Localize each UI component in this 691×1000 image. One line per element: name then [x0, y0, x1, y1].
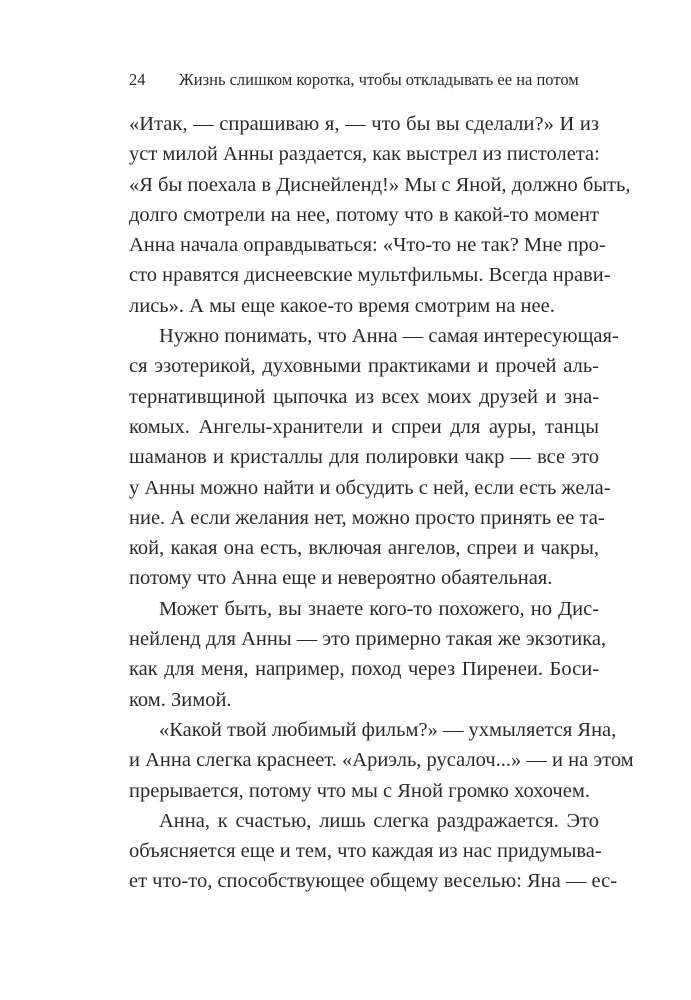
text-line: прерывается, потому что мы с Яной громко хохочем.: [129, 779, 590, 802]
paragraph-5: [129, 806, 618, 897]
text-line: у Анны можно найти и обсудить с ней, если есть жела-: [129, 476, 611, 499]
running-head: [129, 70, 599, 90]
text-line: уст милой Анны раздается, как выстрел из пистолета:: [129, 143, 600, 166]
text-line: комых. Ангелы-хранители и спреи для ауры, танцы: [129, 415, 599, 438]
text-line: потому что Анна еще и невероятно обаятельная.: [129, 567, 553, 590]
text-line: «Какой твой любимый фильм?» — ухмыляется Яна,: [159, 718, 617, 741]
text-line: шаманов и кристаллы для полировки чакр — все это: [129, 446, 599, 469]
text-line: как для меня, например, поход через Пиренеи. Боси-: [129, 658, 599, 681]
text-line: ся эзотерикой, духовными практиками и прочей аль-: [129, 355, 599, 378]
text-line: Нужно понимать, что Анна — самая интересующая-: [159, 325, 619, 348]
text-line: ние. А если желания нет, можно просто принять ее та-: [129, 506, 605, 529]
text-line: Анна начала оправдываться: «Что-то не так? Мне про-: [129, 234, 606, 257]
paragraph-3: [129, 594, 607, 715]
text-line: нейленд для Анны — это примерно такая же экзотика,: [129, 628, 607, 651]
text-line: лись». А мы еще какое-то время смотрим на нее.: [129, 294, 555, 317]
text-line: кой, какая она есть, включая ангелов, спреи и чакры,: [129, 537, 599, 560]
body-text: [129, 109, 634, 897]
text-line: ком. Зимой.: [129, 688, 232, 711]
paragraph-4: [129, 715, 634, 806]
text-line: Анна, к счастью, лишь слегка раздражается. Это: [159, 809, 599, 832]
text-line: «Я бы поехала в Диснейленд!» Мы с Яной, должно быть,: [129, 173, 631, 196]
page-number: 24: [129, 70, 146, 89]
text-line: объясняется еще и тем, что каждая из нас придумыва-: [129, 840, 602, 863]
text-line: «Итак, — спрашиваю я, — что бы вы сделали?» И из: [129, 113, 599, 135]
paragraph-2: [129, 321, 619, 594]
text-line: тернативщиной цыпочка из всех моих друзей и зна-: [129, 385, 599, 408]
text-line: сто нравятся диснеевские мультфильмы. Всегда нрави-: [129, 264, 611, 287]
paragraph-1: [129, 109, 631, 321]
text-line: и Анна слегка краснеет. «Ариэль, русалоч...» — и на этом: [129, 749, 634, 772]
text-line: Может быть, вы знаете кого-то похожего, но Дис-: [159, 597, 599, 620]
text-line: долго смотрели на нее, потому что в какой-то момент: [129, 203, 599, 226]
book-title: Жизнь слишком коротка, чтобы откладывать ее на потом: [179, 70, 579, 89]
text-line: ет что-то, способствующее общему веселью: Яна — ес-: [129, 870, 618, 893]
